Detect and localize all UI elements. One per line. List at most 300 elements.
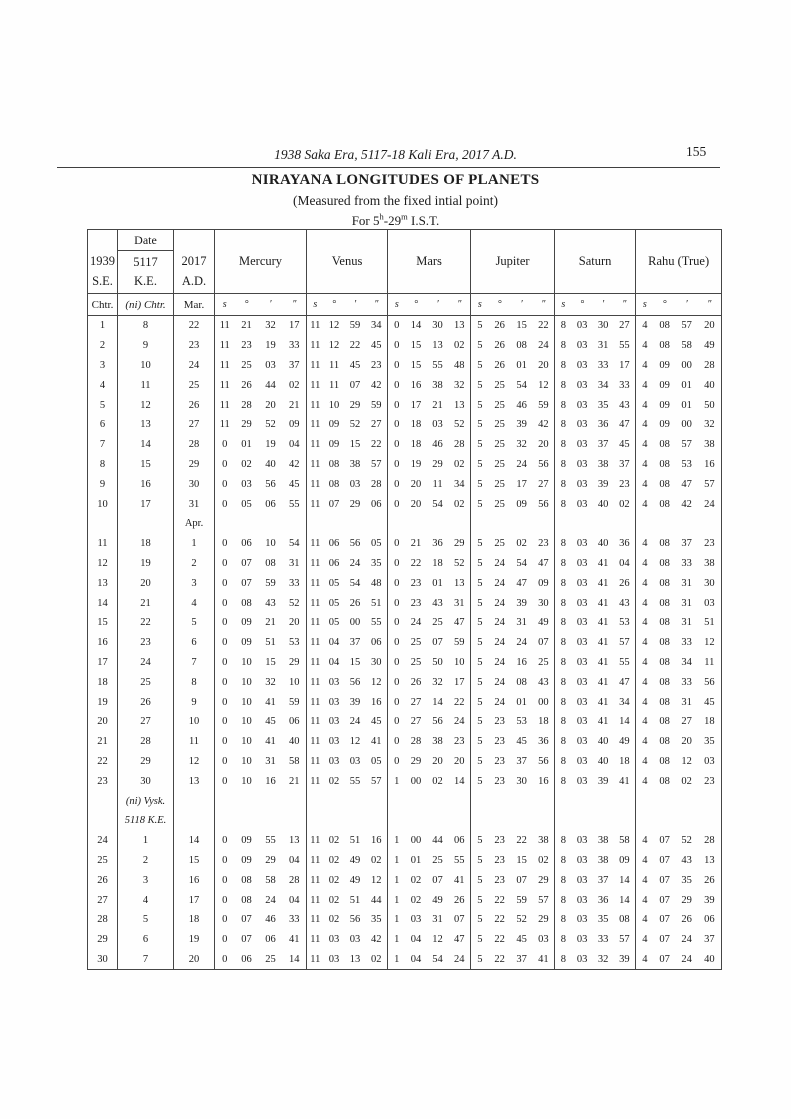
value-cell: 20 [681, 736, 692, 748]
value-cell: 33 [289, 340, 300, 352]
value-cell: 01 [432, 577, 443, 589]
value-cell: 57 [681, 439, 692, 451]
value-cell: 38 [432, 736, 443, 748]
value-cell: 4 [636, 771, 654, 791]
value-cell: 18 [619, 755, 630, 767]
value-cell: 27 [538, 478, 549, 490]
era-sub-cell: (ni) Chtr. [118, 294, 174, 316]
value-cell: 55 [371, 617, 382, 629]
empty-cell [259, 514, 283, 534]
time-note [0, 213, 791, 229]
value-cell: 29 [454, 538, 465, 550]
value-cell: 44 [371, 894, 382, 906]
value-cell: 43 [681, 854, 692, 866]
value-cell: 0 [215, 633, 235, 653]
value-cell: 07 [241, 557, 252, 569]
value-cell: 03 [576, 835, 588, 847]
value-cell: 26 [681, 914, 692, 926]
value-cell: 18 [432, 557, 443, 569]
value-cell: 38 [704, 439, 715, 451]
empty-cell [366, 791, 388, 811]
value-cell: 58 [265, 874, 276, 886]
value-cell: 08 [659, 320, 670, 332]
note-cell: (ni) Vysk. [118, 791, 174, 811]
date-label: Date [118, 230, 174, 251]
value-cell: 36 [619, 538, 630, 550]
value-cell: 03 [576, 755, 588, 767]
unit-symbol-cell: s [307, 294, 324, 316]
value-cell: 40 [704, 953, 715, 965]
empty-cell [366, 514, 388, 534]
value-cell: 55 [265, 835, 276, 847]
ke-day-cell: 28 [118, 732, 174, 752]
value-cell: 21 [265, 617, 276, 629]
value-cell: 03 [576, 419, 588, 431]
value-cell: 40 [704, 379, 715, 391]
table-row [88, 554, 722, 574]
value-cell: 24 [349, 557, 361, 569]
value-cell: 26 [494, 340, 505, 352]
value-cell: 03 [576, 637, 588, 649]
value-cell: 0 [215, 692, 235, 712]
se-day-cell: 6 [99, 419, 106, 431]
unit-symbol-cell: s [636, 294, 654, 316]
empty-cell [366, 811, 388, 831]
value-cell: 11 [307, 356, 324, 376]
value-cell: 0 [215, 950, 235, 970]
value-cell: 5 [471, 474, 489, 494]
se-day-cell: 3 [99, 359, 106, 371]
empty-cell [406, 791, 427, 811]
empty-cell [283, 791, 307, 811]
value-cell: 08 [659, 716, 670, 728]
value-cell: 18 [410, 439, 422, 451]
ad-header-spacer [174, 230, 215, 251]
empty-cell [215, 791, 235, 811]
value-cell: 0 [388, 494, 406, 514]
value-cell: 31 [265, 755, 276, 767]
empty-cell [388, 514, 406, 534]
value-cell: 08 [659, 597, 670, 609]
se-day-cell: 7 [99, 439, 106, 451]
se-day-cell: 14 [97, 597, 108, 609]
value-cell: 21 [289, 775, 300, 787]
ad-day-cell: 31 [174, 494, 215, 514]
planet-name-mercury: Mercury [215, 230, 307, 294]
value-cell: 1 [388, 851, 406, 871]
value-cell: 42 [371, 379, 382, 391]
value-cell: 45 [371, 716, 382, 728]
value-cell: 4 [636, 534, 654, 554]
empty-cell [307, 791, 324, 811]
value-cell: 23 [494, 755, 505, 767]
value-cell: 24 [516, 637, 527, 649]
value-cell: 30 [516, 775, 527, 787]
value-cell: 47 [516, 577, 527, 589]
ad-day-cell: 11 [174, 732, 215, 752]
unit-symbol-cell: ° [235, 294, 259, 316]
value-cell: 31 [289, 557, 300, 569]
value-cell: 08 [659, 617, 670, 629]
value-cell: 27 [371, 419, 382, 431]
value-cell: 55 [619, 656, 630, 668]
value-cell: 23 [454, 736, 465, 748]
empty-cell [676, 514, 698, 534]
value-cell: 0 [388, 316, 406, 336]
value-cell: 8 [555, 831, 572, 851]
ad-day-cell: 12 [174, 752, 215, 772]
value-cell: 58 [681, 340, 692, 352]
value-cell: 03 [576, 538, 588, 550]
value-cell: 24 [454, 953, 465, 965]
value-cell: 13 [704, 854, 715, 866]
table-row [88, 633, 722, 653]
value-cell: 07 [432, 874, 443, 886]
planet-name-rahu-true: Rahu (True) [636, 230, 722, 294]
value-cell: 4 [636, 573, 654, 593]
value-cell: 18 [410, 419, 422, 431]
ke-day-cell: 16 [118, 474, 174, 494]
empty-cell [427, 791, 449, 811]
value-cell: 22 [516, 835, 527, 847]
ad-day-cell: 4 [174, 593, 215, 613]
empty-cell [471, 811, 489, 831]
value-cell: 4 [636, 633, 654, 653]
se-day-cell: 22 [97, 755, 108, 767]
se-header-spacer [88, 230, 118, 251]
value-cell: 02 [328, 835, 340, 847]
value-cell: 02 [619, 498, 630, 510]
table-row [88, 771, 722, 791]
value-cell: 35 [597, 914, 609, 926]
value-cell: 52 [265, 419, 276, 431]
ad-day-cell: 6 [174, 633, 215, 653]
value-cell: 25 [494, 419, 505, 431]
table-row [88, 930, 722, 950]
value-cell: 11 [215, 356, 235, 376]
value-cell: 8 [555, 415, 572, 435]
value-cell: 08 [328, 458, 340, 470]
value-cell: 36 [597, 419, 609, 431]
value-cell: 05 [371, 538, 382, 550]
value-cell: 33 [681, 637, 692, 649]
value-cell: 5 [471, 831, 489, 851]
value-cell: 00 [538, 696, 549, 708]
empty-cell [654, 791, 676, 811]
ke-day-cell: 23 [118, 633, 174, 653]
value-cell: 0 [215, 653, 235, 673]
value-cell: 31 [454, 597, 465, 609]
ad-day-cell: 14 [174, 831, 215, 851]
value-cell: 03 [576, 320, 588, 332]
value-cell: 0 [215, 534, 235, 554]
empty-cell [324, 791, 345, 811]
empty-cell [555, 811, 572, 831]
value-cell: 16 [704, 458, 715, 470]
value-cell: 33 [681, 557, 692, 569]
empty-cell [259, 811, 283, 831]
value-cell: 43 [538, 676, 549, 688]
table-row [88, 534, 722, 554]
value-cell: 8 [555, 395, 572, 415]
value-cell: 14 [619, 874, 630, 886]
value-cell: 11 [328, 379, 340, 391]
value-cell: 01 [516, 696, 527, 708]
value-cell: 03 [328, 676, 340, 688]
value-cell: 12 [349, 736, 361, 748]
value-cell: 40 [597, 538, 609, 550]
value-cell: 31 [681, 597, 692, 609]
value-cell: 07 [454, 914, 465, 926]
value-cell: 1 [388, 771, 406, 791]
table-row [88, 375, 722, 395]
value-cell: 06 [328, 557, 340, 569]
value-cell: 38 [597, 854, 609, 866]
value-cell: 07 [538, 637, 549, 649]
value-cell: 08 [659, 755, 670, 767]
value-cell: 5 [471, 316, 489, 336]
value-cell: 15 [516, 854, 527, 866]
ad-day-cell: 5 [174, 613, 215, 633]
table-row [88, 395, 722, 415]
value-cell: 42 [371, 934, 382, 946]
value-cell: 11 [307, 593, 324, 613]
value-cell: 11 [215, 395, 235, 415]
value-cell: 4 [636, 593, 654, 613]
value-cell: 11 [307, 474, 324, 494]
value-cell: 45 [289, 478, 300, 490]
value-cell: 02 [371, 953, 382, 965]
value-cell: 22 [371, 439, 382, 451]
value-cell: 11 [215, 316, 235, 336]
value-cell: 53 [516, 716, 527, 728]
value-cell: 4 [636, 395, 654, 415]
value-cell: 49 [704, 340, 715, 352]
value-cell: 34 [371, 320, 382, 332]
value-cell: 21 [432, 399, 443, 411]
value-cell: 12 [371, 874, 382, 886]
value-cell: 01 [241, 439, 252, 451]
se-day-cell: 10 [97, 498, 108, 510]
value-cell: 54 [516, 557, 527, 569]
value-cell: 21 [289, 399, 300, 411]
value-cell: 20 [704, 320, 715, 332]
value-cell: 0 [215, 930, 235, 950]
value-cell: 30 [704, 577, 715, 589]
value-cell: 02 [681, 775, 692, 787]
value-cell: 37 [681, 538, 692, 550]
value-cell: 13 [289, 835, 300, 847]
empty-cell [489, 811, 511, 831]
value-cell: 0 [215, 455, 235, 475]
value-cell: 07 [241, 914, 252, 926]
value-cell: 5 [471, 851, 489, 871]
empty-cell [118, 514, 174, 534]
ke-day-cell: 30 [118, 771, 174, 791]
value-cell: 23 [494, 835, 505, 847]
value-cell: 0 [215, 831, 235, 851]
era-line2: K.E. [134, 274, 157, 288]
table-row [88, 712, 722, 732]
value-cell: 54 [432, 498, 443, 510]
value-cell: 25 [494, 439, 505, 451]
value-cell: 0 [388, 375, 406, 395]
empty-cell [307, 811, 324, 831]
value-cell: 09 [619, 854, 630, 866]
value-cell: 09 [328, 419, 340, 431]
value-cell: 33 [597, 359, 609, 371]
value-cell: 17 [410, 399, 422, 411]
value-cell: 04 [289, 439, 300, 451]
value-cell: 8 [555, 633, 572, 653]
empty-cell [636, 811, 654, 831]
value-cell: 39 [704, 894, 715, 906]
value-cell: 4 [636, 554, 654, 574]
value-cell: 03 [576, 676, 588, 688]
empty-cell [215, 514, 235, 534]
value-cell: 03 [349, 934, 361, 946]
ad-day-cell: 15 [174, 851, 215, 871]
value-cell: 00 [349, 617, 361, 629]
value-cell: 41 [597, 637, 609, 649]
value-cell: 31 [681, 577, 692, 589]
value-cell: 55 [432, 359, 443, 371]
value-cell: 17 [289, 320, 300, 332]
value-cell: 27 [410, 696, 422, 708]
value-cell: 4 [636, 435, 654, 455]
table-row [88, 672, 722, 692]
value-cell: 5 [471, 771, 489, 791]
value-cell: 4 [636, 415, 654, 435]
value-cell: 08 [659, 637, 670, 649]
era-line2: S.E. [92, 273, 113, 288]
value-cell: 17 [454, 676, 465, 688]
value-cell: 8 [555, 593, 572, 613]
note-row [88, 791, 722, 811]
value-cell: 11 [215, 336, 235, 356]
value-cell: 08 [659, 577, 670, 589]
value-cell: 20 [410, 478, 422, 490]
value-cell: 51 [349, 894, 361, 906]
se-day-cell: 27 [97, 894, 108, 906]
era-header-cell [88, 251, 118, 294]
value-cell: 12 [704, 637, 715, 649]
value-cell: 08 [516, 340, 527, 352]
value-cell: 0 [215, 494, 235, 514]
value-cell: 0 [215, 435, 235, 455]
value-cell: 4 [636, 494, 654, 514]
ad-day-cell: 30 [174, 474, 215, 494]
se-day-cell: 12 [97, 557, 108, 569]
value-cell: 47 [538, 557, 549, 569]
empty-cell [698, 514, 722, 534]
value-cell: 03 [328, 934, 340, 946]
value-cell: 08 [516, 676, 527, 688]
value-cell: 8 [555, 375, 572, 395]
value-cell: 03 [576, 557, 588, 569]
value-cell: 16 [371, 696, 382, 708]
se-day-cell: 15 [97, 617, 108, 629]
value-cell: 08 [265, 557, 276, 569]
value-cell: 42 [289, 458, 300, 470]
value-cell: 14 [410, 320, 422, 332]
value-cell: 54 [516, 379, 527, 391]
value-cell: 0 [388, 455, 406, 475]
value-cell: 8 [555, 316, 572, 336]
empty-cell [235, 791, 259, 811]
value-cell: 4 [636, 375, 654, 395]
value-cell: 5 [471, 752, 489, 772]
planet-name-venus: Venus [307, 230, 388, 294]
value-cell: 02 [328, 854, 340, 866]
value-cell: 11 [307, 554, 324, 574]
value-cell: 45 [704, 696, 715, 708]
se-day-cell: 8 [99, 458, 106, 470]
value-cell: 0 [215, 712, 235, 732]
value-cell: 22 [494, 914, 505, 926]
ke-day-cell: 15 [118, 455, 174, 475]
empty-cell [88, 514, 118, 534]
value-cell: 09 [241, 835, 252, 847]
se-day-cell: 23 [97, 775, 108, 787]
value-cell: 59 [454, 637, 465, 649]
ke-day-cell: 22 [118, 613, 174, 633]
empty-cell [593, 514, 614, 534]
ke-day-cell: 14 [118, 435, 174, 455]
value-cell: 11 [307, 732, 324, 752]
value-cell: 02 [454, 498, 465, 510]
value-cell: 02 [371, 854, 382, 866]
empty-cell [471, 514, 489, 534]
table-row [88, 910, 722, 930]
ke-day-cell: 29 [118, 752, 174, 772]
value-cell: 25 [410, 656, 422, 668]
value-cell: 22 [494, 953, 505, 965]
unit-symbol-cell: ″ [366, 294, 388, 316]
value-cell: 5 [471, 593, 489, 613]
ke-day-cell: 19 [118, 554, 174, 574]
value-cell: 50 [704, 399, 715, 411]
ke-day-cell: 25 [118, 672, 174, 692]
value-cell: 08 [241, 894, 252, 906]
unit-symbol-cell: ″ [614, 294, 636, 316]
value-cell: 0 [215, 890, 235, 910]
value-cell: 49 [349, 854, 361, 866]
value-cell: 20 [454, 755, 465, 767]
value-cell: 26 [241, 379, 252, 391]
value-cell: 4 [636, 831, 654, 851]
value-cell: 8 [555, 494, 572, 514]
value-cell: 03 [265, 359, 276, 371]
value-cell: 11 [307, 870, 324, 890]
value-cell: 03 [576, 854, 588, 866]
value-cell: 10 [289, 676, 300, 688]
ke-day-cell: 9 [118, 336, 174, 356]
value-cell: 11 [307, 672, 324, 692]
value-cell: 08 [328, 478, 340, 490]
value-cell: 09 [659, 359, 670, 371]
value-cell: 59 [265, 577, 276, 589]
value-cell: 25 [432, 854, 443, 866]
time-note-post: I.S.T. [407, 213, 440, 228]
value-cell: 46 [516, 399, 527, 411]
value-cell: 30 [371, 656, 382, 668]
se-day-cell: 26 [97, 874, 108, 886]
value-cell: 45 [349, 359, 361, 371]
value-cell: 41 [371, 736, 382, 748]
value-cell: 51 [349, 835, 361, 847]
value-cell: 02 [538, 854, 549, 866]
